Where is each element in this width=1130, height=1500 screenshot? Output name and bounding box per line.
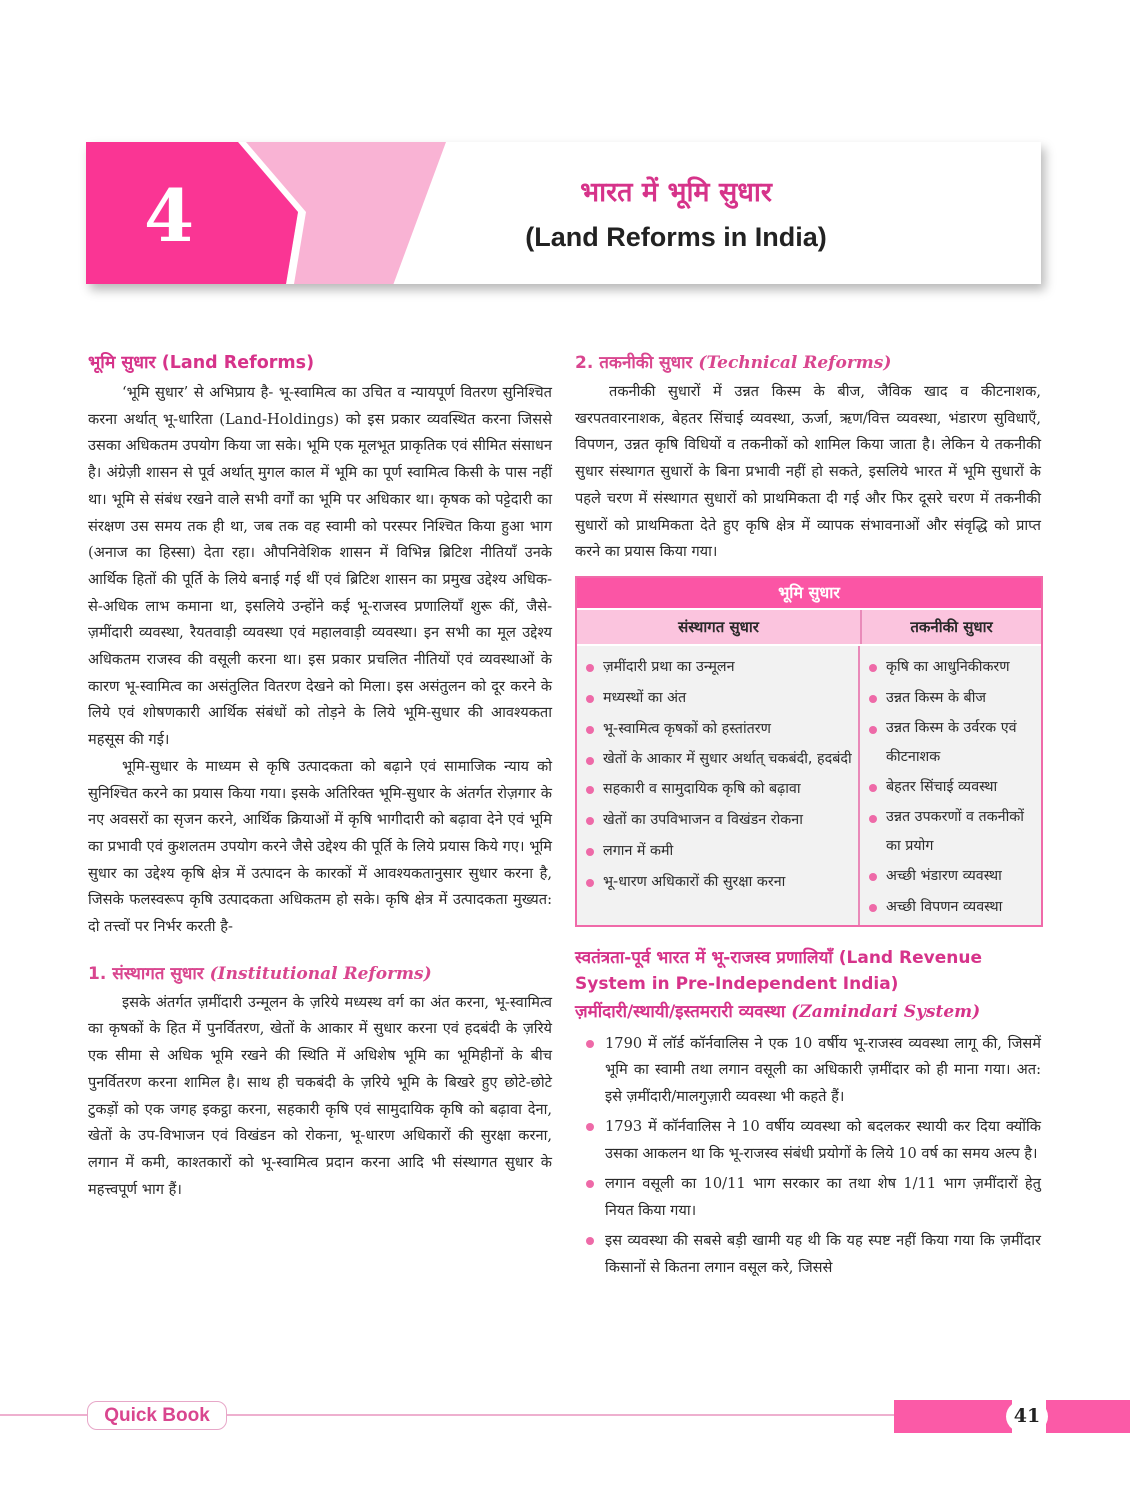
list-item: लगान में कमी [585, 836, 852, 867]
subheading-english: (Zamindari System) [791, 1001, 981, 1022]
footer-bar-left [894, 1400, 1012, 1433]
paragraph: भूमि-सुधार के माध्यम से कृषि उत्पादकता को बढ़ाने एवं सामाजिक न्याय को सुनिश्चित करने का प्रयास किया गया। इसके अतिरिक्त भूमि-सुधार के अंतर्गत रोज़गार के नए अवसरों का सृजन करने, आर्थिक क्रियाओं में कृषि भागीदारी को बढ़ावा देने एवं भूमि का प्रभावी एवं कुशलतम उपयोग करने जैसे उद्देश्य की पूर्ति के लिये प्रयास किये गए। भूमि सुधार का उद्देश्य कृषि क्षेत्र में उत्पादन के कारकों में आवश्यकतानुसार सुधार करना है, जिसके फलस्वरूप कृषि उत्पादकता अधिकतम हो सके। कृषि क्षेत्र में उत्पादकता मुख्यत: दो तत्त्वों पर निर्भर करती है- [88, 757, 552, 936]
subheading-english: (Technical Reforms) [698, 353, 892, 373]
right-column [575, 350, 1041, 1285]
list-item: खेतों के आकार में सुधार अर्थात् चकबंदी, हदबंदी [585, 745, 852, 774]
subheading-english: (Institutional Reforms) [209, 963, 432, 984]
table-body [577, 644, 1041, 925]
chapter-number: 4 [144, 173, 195, 258]
list-item: बेहतर सिंचाई व्यवस्था [868, 772, 1033, 803]
paragraph: ‘भूमि सुधार’ से अभिप्राय है- भू-स्वामित्व का उचित व न्यायपूर्ण वितरण सुनिश्चित करना अर्थात् भू-धारिता (Land-Holdings) को इस प्रकार व्यवस्थित करना जिससे उसका अधिकतम उपयोग किया जा सके। भूमि एक मूलभूत प्राकृतिक एवं सीमित संसाधन है। अंग्रेज़ी शासन से पूर्व अर्थात् मुगल काल में भूमि का पूर्ण स्वामित्व किसी के पास नहीं था। भूमि से संबंध रखने वाले सभी वर्गों का भूमि पर अधिकार था। कृषक को पट्टेदारी का संरक्षण उस समय तक ही था, जब तक वह स्वामी को परस्पर निश्चित किया हुआ भाग (अनाज का हिस्सा) देता रहा। औपनिवेशिक शासन में विभिन्न ब्रिटिश नीतियाँ उनके आर्थिक हितों की पूर्ति के लिये बनाई गई थीं एवं ब्रिटिश शासन का प्रमुख उद्देश्य अधिक-से-अधिक लाभ कमाना था, इसलिये उन्होंने कई भू-राजस्व प्रणालियाँ शुरू कीं, जैसे- ज़मींदारी व्यवस्था, रैयतवाड़ी व्यवस्था एवं महालवाड़ी व्यवस्था। इन सभी का मूल उद्देश्य अधिकतम राजस्व की वसूली करना था। इस प्रकार प्रचलित नीतियों एवं व्यवस्थाओं के कारण भू-स्वामित्व का असंतुलित वितरण देखने को मिला। इस असंतुलन को दूर करने के लिये एवं शोषणकारी आर्थिक संबंधों को तोड़ने के लिये भूमि-सुधार की आवश्यकता महसूस की गई। [88, 384, 552, 749]
bullet-item: लगान वसूली का 10/11 भाग सरकार का तथा शेष 1/11 भाग ज़मींदारों हेतु नियत किया गया। [575, 1171, 1041, 1224]
paragraph: तकनीकी सुधारों में उन्नत किस्म के बीज, जैविक खाद व कीटनाशक, खरपतवारनाशक, बेहतर सिंचाई व्यवस्था, ऊर्जा, ऋण/वित्त व्यवस्था, भंडारण सुविधाएँ, विपणन, उन्नत कृषि विधियों व तकनीकों को शामिल किया जाता है। लेकिन ये तकनीकी सुधार संस्थागत सुधारों के बिना प्रभावी नहीं हो सकते, इसलिये भारत में भूमि सुधारों के पहले चरण में संस्थागत सुधारों को प्राथमिकता दी गई और फिर दूसरे चरण में तकनीकी सुधारों को प्राथमिकता देते हुए कृषि क्षेत्र में व्यापक संभावनाओं और संवृद्धि को प्राप्त करने का प्रयास किया गया। [575, 383, 1041, 561]
list-item: खेतों का उपविभाजन व विखंडन रोकना [585, 805, 852, 836]
page-number: 41 [1006, 1399, 1048, 1434]
table-header-technical: तकनीकी सुधार [910, 617, 993, 636]
bullet-item: इस व्यवस्था की सबसे बड़ी खामी यह थी कि यह स्पष्ट नहीं किया गया कि ज़मींदार किसानों से कितना लगान वसूल करे, जिससे [575, 1228, 1041, 1281]
land-reforms-table [575, 576, 1043, 927]
zamindari-bullets [575, 1031, 1041, 1282]
section-heading-land-reforms: भूमि सुधार (Land Reforms) [88, 353, 315, 373]
chapter-title-english: (Land Reforms in India) [525, 222, 827, 252]
subheading-technical-reforms [575, 350, 1041, 373]
list-item: सहकारी व सामुदायिक कृषि को बढ़ावा [585, 774, 852, 805]
chapter-title-hindi: भारत में भूमि सुधार [580, 177, 772, 208]
list-item: भू-धारण अधिकारों की सुरक्षा करना [585, 867, 852, 898]
table-header-row [577, 608, 1041, 644]
table-header-institutional: संस्थागत सुधार [577, 610, 862, 644]
left-column [88, 350, 552, 1203]
list-item: उन्नत उपकरणों व तकनीकों का प्रयोग [868, 803, 1033, 861]
list-item: भू-स्वामित्व कृषकों को हस्तांतरण [585, 714, 852, 745]
chapter-header [86, 142, 1041, 284]
footer-bar-right [1046, 1400, 1130, 1433]
subheading-hindi: 1. संस्थागत सुधार [88, 963, 204, 984]
bullet-item: 1790 में लॉर्ड कॉर्नवालिस ने एक 10 वर्षीय भू-राजस्व व्यवस्था लागू की, जिसमें भूमि का स्वामी तथा लगान वसूली का अधिकारी ज़मींदार को ही माना गया। अत: इसे ज़मींदारी/मालगुज़ारी व्यवस्था भी कहते हैं। [575, 1031, 1041, 1111]
subheading-zamindari-system [575, 997, 1041, 1027]
subheading-hindi: ज़मींदारी/स्थायी/इस्तमरारी व्यवस्था [575, 1001, 786, 1022]
bullet-item: 1793 में कॉर्नवालिस ने 10 वर्षीय व्यवस्था को बदलकर स्थायी कर दिया क्योंकि उसका आकलन था कि भू-राजस्व संबंधी प्रयोगों के लिये 10 वर्ष का समय अल्प है। [575, 1114, 1041, 1167]
list-item: उन्नत किस्म के उर्वरक एवं कीटनाशक [868, 714, 1033, 772]
list-item: कृषि का आधुनिकीकरण [868, 652, 1033, 683]
institutional-list [577, 646, 860, 925]
section-heading-land-revenue-systems: स्वतंत्रता-पूर्व भारत में भू-राजस्व प्रणालियाँ (Land Revenue System in Pre-Independent India) [575, 947, 982, 994]
table-title: भूमि सुधार [577, 578, 1041, 608]
technical-list [860, 646, 1039, 925]
paragraph: इसके अंतर्गत ज़मींदारी उन्मूलन के ज़रिये मध्यस्थ वर्ग का अंत करना, भू-स्वामित्व का कृषकों के हित में पुनर्वितरण, खेतों के आकार में सुधार करना एवं हदबंदी के ज़रिये एक सीमा से अधिक भूमि रखने की स्थिति में अधिशेष भूमि का भूमिहीनों के बीच पुनर्वितरण करना शामिल है। साथ ही चकबंदी के ज़रिये भूमि के बिखरे हुए छोटे-छोटे टुकड़ों को एक जगह इकट्ठा करना, सहकारी कृषि एवं सामुदायिक कृषि को बढ़ावा देना, खेतों के उप-विभाजन एवं विखंडन को रोकना, भू-धारण अधिकारों की सुरक्षा करना, लगान में कमी, काश्तकारों को भू-स्वामित्व प्रदान करना आदि भी संस्थागत सुधार के महत्त्वपूर्ण भाग हैं। [88, 993, 552, 1198]
list-item: ज़मींदारी प्रथा का उन्मूलन [585, 652, 852, 683]
subheading-hindi: 2. तकनीकी सुधार [575, 353, 693, 373]
list-item: उन्नत किस्म के बीज [868, 683, 1033, 714]
list-item: मध्यस्थों का अंत [585, 683, 852, 714]
list-item: अच्छी भंडारण व्यवस्था [868, 861, 1033, 892]
subheading-institutional-reforms [88, 961, 552, 984]
book-label: Quick Book [87, 1401, 227, 1430]
list-item: अच्छी विपणन व्यवस्था [868, 892, 1033, 923]
